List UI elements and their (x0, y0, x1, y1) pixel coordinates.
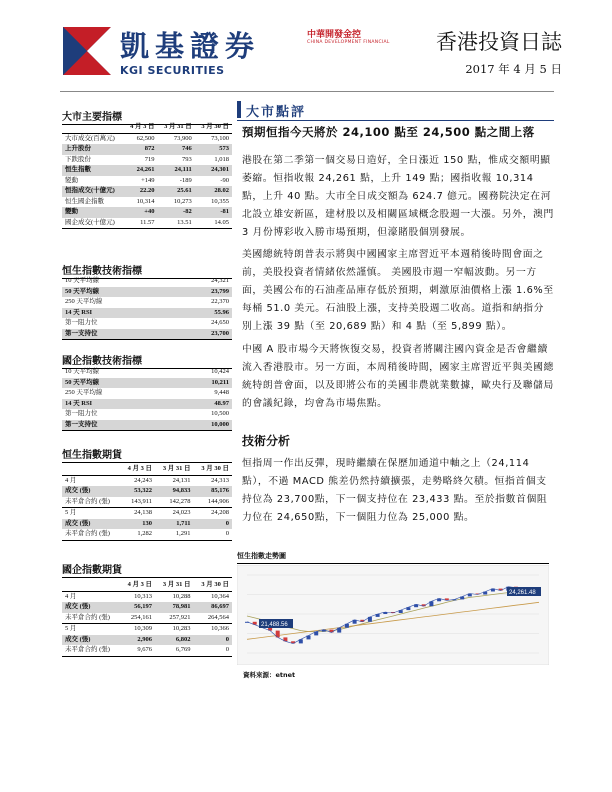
table-row: 國企成交(十億元) 11.57 13.51 14.05 (62, 218, 232, 229)
table-row: 下跌股份 719 793 1,018 (65, 155, 229, 163)
table-row: 第一支持位 23,700 (62, 329, 232, 340)
table-row: 未平倉合約 (張) 143,911 142,278 144,906 (65, 497, 229, 505)
document-title: 香港投資日誌 (436, 30, 562, 54)
review-paragraph: 中國 A 股市場今天將恢復交易，投資者將關注國內資金是否會繼續流入香港股市。另一方面，本周稍後時間，國家主席習近平與美國總統特朗普會面，以及即將公布的美國非農就業數據，歐央行及聯儲局的會議紀錄，均會為市場焦點。 (242, 344, 554, 409)
table-row: 上升股份 872 746 573 (62, 144, 232, 155)
market-stats-table (62, 122, 232, 229)
hscei-futures-title: 國企指數期貨 (62, 561, 232, 578)
chart-title: 恒生指數走勢圖 (237, 551, 549, 564)
table-row: 成交 (張) 2,906 6,802 0 (62, 635, 232, 646)
table-row: 4 月 24,243 24,131 24,313 (65, 476, 229, 484)
table-row: 第一阻力位 10,500 (65, 410, 229, 417)
table-row: 第一阻力位 24,650 (65, 319, 229, 326)
hsi-tech-title: 恒生指數技術指標 (62, 262, 232, 279)
table-row: 10 天平均線 24,321 (65, 277, 229, 284)
hsi-futures-title: 恒生指數期貨 (62, 446, 232, 463)
table-row: 成交 (張) 130 1,711 0 (62, 519, 232, 530)
market-review-title: 大市點評 (246, 105, 307, 120)
col-header: 4 月 3 日 (120, 464, 155, 475)
document-date: 2017 年 4 月 5 日 (465, 62, 562, 76)
table-row: 大市成交(百萬元) 62,500 73,900 73,100 (65, 134, 229, 142)
table-row: 恒指成交(十億元) 22.20 25.61 28.02 (62, 186, 232, 197)
partner-logo-en: CHINA DEVELOPMENT FINANCIAL (307, 40, 390, 45)
table-row: 10 天平均線 10,424 (65, 368, 229, 375)
brand-name-cn: 凱基證券 (120, 29, 261, 63)
market-stats-title: 大市主要指標 (62, 108, 232, 125)
col-header: 4 月 3 日 (120, 580, 155, 591)
table-row: 恒生指數 24,261 24,111 24,301 (62, 165, 232, 176)
hscei-tech-table (62, 367, 232, 431)
section-marker (237, 101, 241, 118)
col-header: 3 月 31 日 (157, 122, 194, 133)
table-row: 恒生國企指數 10,314 10,273 10,355 (65, 197, 229, 205)
table-row: 4 月 10,313 10,288 10,364 (65, 592, 229, 600)
col-header: 3 月 30 日 (194, 464, 232, 475)
table-row: 成交 (張) 56,197 78,981 86,697 (62, 602, 232, 613)
header-divider (60, 91, 554, 92)
table-row: 14 天 RSI 48.97 (62, 399, 232, 410)
table-row: 變動 +149 -189 -90 (65, 176, 229, 184)
hscei-tech-title: 國企指數技術指標 (62, 352, 232, 369)
review-paragraph: 港股在第二季第一個交易日造好，全日漲近 150 點，惟成交額明顯萎縮。恒指收報 24,261 點，上升 149 點；國指收報 10,314 點，上升 40 點。大市全日成交額為 624.7 億元。國務院決定在河北設立雄安新區，建材股以及相關區域概念股週一大漲。另外，澳門 3 月份博彩收入勝市場預期，但濠賭股個別發展。 (242, 155, 554, 238)
kgi-logo (63, 27, 111, 75)
last-price-label: 24,261.48 (509, 590, 536, 596)
col-header: 3 月 30 日 (194, 580, 232, 591)
col-header: 4 月 3 日 (124, 122, 158, 133)
col-header: 3 月 30 日 (195, 122, 232, 133)
partner-logo-cn: 中華開發金控 (307, 30, 362, 40)
table-row: 5 月 24,138 24,023 24,208 (62, 508, 232, 519)
review-paragraph: 美國總統特朗普表示將與中國國家主席習近平本週稍後時間會面之前，美股投資者情緒依然謹慎。 美國股市週一窄幅波動。另一方面，美國公布的石油產品庫存低於預期，刺激原油價格上漲 1.6%至每桶 51.0 美元。石油股上漲，支持美股週二收高。道指和納指分別上漲 39 點（至 20,689 點）和 4 點（至 5,899 點）。 (242, 249, 554, 332)
market-headline: 預期恒指今天將於 24,100 點至 24,500 點之間上落 (242, 125, 535, 139)
chart-source: 資料來源：etnet (243, 671, 296, 679)
table-row: 變動 +40 -82 -81 (62, 207, 232, 218)
table-row: 成交 (張) 53,322 94,833 85,176 (62, 486, 232, 497)
table-row: 14 天 RSI 55.96 (62, 308, 232, 319)
table-row: 50 天平均線 23,799 (62, 287, 232, 298)
table-row: 5 月 10,309 10,283 10,366 (62, 624, 232, 635)
hsi-chart-svg (237, 565, 549, 665)
hsi-futures-table (62, 464, 232, 541)
col-header: 3 月 31 日 (155, 580, 193, 591)
hscei-futures-table (62, 580, 232, 657)
tech-analysis-title: 技術分析 (242, 434, 291, 448)
table-row: 未平倉合約 (張) 9,676 6,769 0 (62, 645, 232, 656)
low-price-label: 21,488.56 (261, 622, 288, 628)
brand-name-en: KGI SECURITIES (120, 64, 225, 77)
tech-analysis-text: 恒指周一作出反彈，現時繼續在保歷加通道中軸之上（24,114 點），不過 MACD 熊差仍然持續擴張，走勢略終欠積。恒指首個支持位為 23,700點，下一個支持位在 23,433 點。至於指數首個阻力位在 24,650點，下一個阻力位為 25,000 點。 (242, 458, 548, 523)
col-header: 3 月 31 日 (155, 464, 193, 475)
table-row: 50 天平均線 10,211 (62, 378, 232, 389)
table-row: 第一支持位 10,000 (62, 420, 232, 431)
hsi-chart (237, 565, 549, 665)
table-row: 250 天平均線 22,370 (65, 298, 229, 305)
hsi-tech-table (62, 276, 232, 340)
section-divider (237, 120, 554, 121)
table-row: 未平倉合約 (張) 1,282 1,291 0 (62, 529, 232, 540)
table-row: 未平倉合約 (張) 254,161 257,921 264,564 (65, 613, 229, 621)
table-row: 250 天平均線 9,448 (65, 389, 229, 396)
